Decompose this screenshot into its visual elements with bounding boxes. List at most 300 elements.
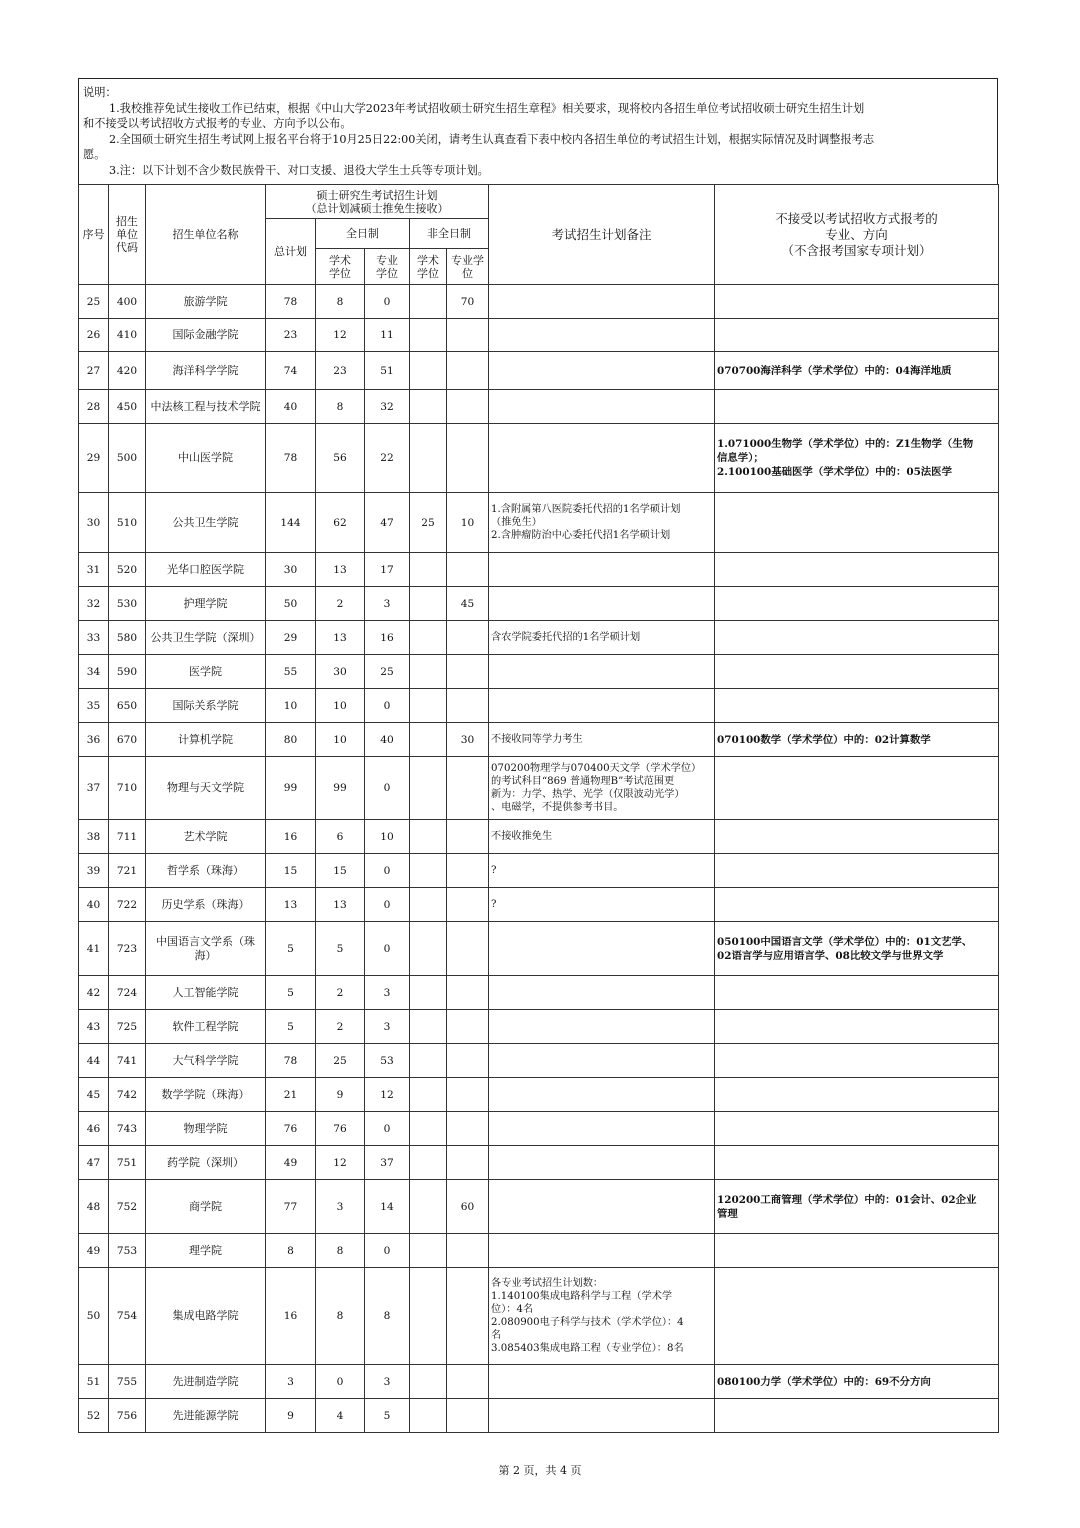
table-row bbox=[79, 1180, 999, 1234]
row-seq: 26 bbox=[79, 319, 109, 352]
row-fulltime-professional: 3 bbox=[365, 587, 410, 621]
row-unit-name: 软件工程学院 bbox=[146, 1010, 266, 1044]
row-excluded-majors: 080100力学（学术学位）中的：69不分方向 bbox=[715, 1365, 999, 1399]
row-code: 756 bbox=[109, 1399, 146, 1433]
table-row bbox=[79, 976, 999, 1010]
table-row bbox=[79, 1078, 999, 1112]
table-row bbox=[79, 820, 999, 854]
row-parttime-professional bbox=[447, 922, 489, 976]
notes-title: 说明： bbox=[83, 86, 117, 99]
row-code: 754 bbox=[109, 1268, 146, 1365]
row-parttime-academic bbox=[410, 553, 447, 587]
header-fulltime: 全日制 bbox=[316, 219, 410, 249]
row-code: 710 bbox=[109, 757, 146, 820]
row-seq: 43 bbox=[79, 1010, 109, 1044]
row-total-plan: 8 bbox=[266, 1234, 316, 1268]
row-fulltime-academic: 99 bbox=[316, 757, 365, 820]
row-unit-name: 护理学院 bbox=[146, 587, 266, 621]
row-parttime-academic bbox=[410, 757, 447, 820]
row-fulltime-academic: 56 bbox=[316, 424, 365, 493]
row-remark bbox=[489, 587, 715, 621]
row-parttime-professional: 70 bbox=[447, 285, 489, 319]
row-seq: 42 bbox=[79, 976, 109, 1010]
row-fulltime-academic: 4 bbox=[316, 1399, 365, 1433]
row-parttime-professional bbox=[447, 1010, 489, 1044]
row-parttime-academic bbox=[410, 621, 447, 655]
row-seq: 34 bbox=[79, 655, 109, 689]
row-fulltime-professional: 40 bbox=[365, 723, 410, 757]
row-fulltime-academic: 12 bbox=[316, 1146, 365, 1180]
row-parttime-professional bbox=[447, 1268, 489, 1365]
notes-line: 3.注：以下计划不含少数民族骨干、对口支援、退役大学生士兵等专项计划。 bbox=[109, 163, 489, 177]
row-code: 450 bbox=[109, 390, 146, 424]
row-code: 721 bbox=[109, 854, 146, 888]
row-excluded-majors bbox=[715, 1112, 999, 1146]
row-parttime-academic bbox=[410, 390, 447, 424]
row-fulltime-academic: 10 bbox=[316, 723, 365, 757]
row-unit-name: 公共卫生学院 bbox=[146, 493, 266, 553]
notes-line: 和不接受以考试招收方式报考的专业、方向予以公布。 bbox=[83, 117, 352, 130]
row-excluded-majors bbox=[715, 655, 999, 689]
row-excluded-majors bbox=[715, 587, 999, 621]
row-fulltime-academic: 2 bbox=[316, 976, 365, 1010]
row-fulltime-professional: 37 bbox=[365, 1146, 410, 1180]
row-code: 753 bbox=[109, 1234, 146, 1268]
row-parttime-academic bbox=[410, 352, 447, 390]
row-seq: 47 bbox=[79, 1146, 109, 1180]
row-remark bbox=[489, 922, 715, 976]
document-sheet bbox=[78, 78, 998, 1433]
row-code: 520 bbox=[109, 553, 146, 587]
table-row bbox=[79, 655, 999, 689]
row-fulltime-professional: 53 bbox=[365, 1044, 410, 1078]
row-parttime-professional bbox=[447, 976, 489, 1010]
row-fulltime-academic: 62 bbox=[316, 493, 365, 553]
row-parttime-professional bbox=[447, 1146, 489, 1180]
table-row bbox=[79, 553, 999, 587]
row-fulltime-academic: 13 bbox=[316, 621, 365, 655]
row-total-plan: 30 bbox=[266, 553, 316, 587]
row-fulltime-professional: 8 bbox=[365, 1268, 410, 1365]
row-total-plan: 144 bbox=[266, 493, 316, 553]
row-code: 580 bbox=[109, 621, 146, 655]
row-remark bbox=[489, 1234, 715, 1268]
row-seq: 41 bbox=[79, 922, 109, 976]
row-remark bbox=[489, 689, 715, 723]
row-fulltime-academic: 3 bbox=[316, 1180, 365, 1234]
row-seq: 39 bbox=[79, 854, 109, 888]
row-parttime-academic bbox=[410, 888, 447, 922]
row-excluded-majors bbox=[715, 553, 999, 587]
row-unit-name: 集成电路学院 bbox=[146, 1268, 266, 1365]
row-parttime-professional bbox=[447, 621, 489, 655]
row-remark bbox=[489, 352, 715, 390]
row-parttime-academic bbox=[410, 976, 447, 1010]
row-parttime-academic bbox=[410, 285, 447, 319]
row-remark bbox=[489, 1044, 715, 1078]
table-row bbox=[79, 757, 999, 820]
row-fulltime-professional: 3 bbox=[365, 1010, 410, 1044]
row-parttime-academic bbox=[410, 587, 447, 621]
table-row bbox=[79, 1234, 999, 1268]
row-fulltime-academic: 23 bbox=[316, 352, 365, 390]
row-code: 500 bbox=[109, 424, 146, 493]
table-row bbox=[79, 424, 999, 493]
row-parttime-professional bbox=[447, 352, 489, 390]
row-remark bbox=[489, 285, 715, 319]
row-seq: 33 bbox=[79, 621, 109, 655]
row-fulltime-academic: 15 bbox=[316, 854, 365, 888]
row-total-plan: 77 bbox=[266, 1180, 316, 1234]
row-total-plan: 74 bbox=[266, 352, 316, 390]
table-row bbox=[79, 352, 999, 390]
header-seq: 序号 bbox=[79, 185, 109, 285]
row-total-plan: 16 bbox=[266, 1268, 316, 1365]
row-excluded-majors: 070700海洋科学（学术学位）中的：04海洋地质 bbox=[715, 352, 999, 390]
row-parttime-professional bbox=[447, 390, 489, 424]
header-pt-professional: 专业学位 bbox=[447, 249, 489, 285]
row-fulltime-professional: 0 bbox=[365, 854, 410, 888]
row-remark bbox=[489, 976, 715, 1010]
row-remark bbox=[489, 390, 715, 424]
table-row bbox=[79, 1010, 999, 1044]
row-total-plan: 5 bbox=[266, 922, 316, 976]
row-seq: 31 bbox=[79, 553, 109, 587]
row-code: 420 bbox=[109, 352, 146, 390]
row-fulltime-professional: 12 bbox=[365, 1078, 410, 1112]
row-unit-name: 中法核工程与技术学院 bbox=[146, 390, 266, 424]
notes-line: 2.全国硕士研究生招生考试网上报名平台将于10月25日22:00关闭，请考生认真查看下表中校内各招生单位的考试招生计划，根据实际情况及时调整报考志 bbox=[109, 132, 875, 146]
row-code: 743 bbox=[109, 1112, 146, 1146]
row-seq: 37 bbox=[79, 757, 109, 820]
row-parttime-academic bbox=[410, 1146, 447, 1180]
row-fulltime-academic: 13 bbox=[316, 888, 365, 922]
row-excluded-majors: 120200工商管理（学术学位）中的：01会计、02企业 管理 bbox=[715, 1180, 999, 1234]
row-unit-name: 先进能源学院 bbox=[146, 1399, 266, 1433]
row-unit-name: 先进制造学院 bbox=[146, 1365, 266, 1399]
row-excluded-majors bbox=[715, 976, 999, 1010]
row-parttime-professional bbox=[447, 888, 489, 922]
row-fulltime-academic: 30 bbox=[316, 655, 365, 689]
row-code: 741 bbox=[109, 1044, 146, 1078]
row-fulltime-academic: 10 bbox=[316, 689, 365, 723]
row-parttime-professional bbox=[447, 1044, 489, 1078]
row-unit-name: 哲学系（珠海） bbox=[146, 854, 266, 888]
row-parttime-professional bbox=[447, 424, 489, 493]
row-total-plan: 40 bbox=[266, 390, 316, 424]
row-code: 724 bbox=[109, 976, 146, 1010]
row-parttime-professional bbox=[447, 757, 489, 820]
row-remark bbox=[489, 1146, 715, 1180]
table-row bbox=[79, 854, 999, 888]
header-excluded: 不接受以考试招收方式报考的 专业、方向 （不含报考国家专项计划） bbox=[715, 185, 999, 285]
row-excluded-majors bbox=[715, 285, 999, 319]
row-code: 755 bbox=[109, 1365, 146, 1399]
row-fulltime-academic: 76 bbox=[316, 1112, 365, 1146]
row-unit-name: 大气科学学院 bbox=[146, 1044, 266, 1078]
row-parttime-academic bbox=[410, 820, 447, 854]
table-row bbox=[79, 621, 999, 655]
row-excluded-majors bbox=[715, 621, 999, 655]
table-body bbox=[79, 285, 999, 1433]
header-parttime: 非全日制 bbox=[410, 219, 489, 249]
row-unit-name: 艺术学院 bbox=[146, 820, 266, 854]
row-parttime-professional bbox=[447, 1399, 489, 1433]
row-parttime-academic bbox=[410, 424, 447, 493]
row-fulltime-professional: 0 bbox=[365, 922, 410, 976]
row-parttime-academic bbox=[410, 1180, 447, 1234]
row-code: 751 bbox=[109, 1146, 146, 1180]
row-fulltime-professional: 32 bbox=[365, 390, 410, 424]
notes-line: 愿。 bbox=[83, 148, 106, 161]
table-row bbox=[79, 493, 999, 553]
row-fulltime-academic: 8 bbox=[316, 285, 365, 319]
row-fulltime-professional: 16 bbox=[365, 621, 410, 655]
row-parttime-professional bbox=[447, 319, 489, 352]
row-remark: 1.含附属第八医院委托代招的1名学硕计划 （推免生） 2.含肿瘤防治中心委托代招1名学硕计划 bbox=[489, 493, 715, 553]
row-code: 752 bbox=[109, 1180, 146, 1234]
row-unit-name: 旅游学院 bbox=[146, 285, 266, 319]
row-parttime-academic bbox=[410, 1078, 447, 1112]
row-parttime-academic bbox=[410, 655, 447, 689]
table-row bbox=[79, 1112, 999, 1146]
header-ft-academic: 学术学位 bbox=[316, 249, 365, 285]
row-total-plan: 99 bbox=[266, 757, 316, 820]
header-unit: 招生单位名称 bbox=[146, 185, 266, 285]
row-parttime-academic bbox=[410, 1365, 447, 1399]
row-parttime-professional bbox=[447, 854, 489, 888]
table-row bbox=[79, 319, 999, 352]
row-excluded-majors bbox=[715, 854, 999, 888]
row-code: 723 bbox=[109, 922, 146, 976]
row-total-plan: 78 bbox=[266, 1044, 316, 1078]
row-parttime-academic bbox=[410, 854, 447, 888]
table-row bbox=[79, 285, 999, 319]
row-total-plan: 55 bbox=[266, 655, 316, 689]
row-seq: 29 bbox=[79, 424, 109, 493]
table-row bbox=[79, 1268, 999, 1365]
row-fulltime-professional: 3 bbox=[365, 976, 410, 1010]
row-code: 670 bbox=[109, 723, 146, 757]
row-total-plan: 5 bbox=[266, 1010, 316, 1044]
row-fulltime-academic: 2 bbox=[316, 587, 365, 621]
row-excluded-majors bbox=[715, 1399, 999, 1433]
row-excluded-majors: 050100中国语言文学（学术学位）中的：01文艺学、 02语言学与应用语言学、08比较文学与世界文学 bbox=[715, 922, 999, 976]
row-remark bbox=[489, 1010, 715, 1044]
row-code: 510 bbox=[109, 493, 146, 553]
row-unit-name: 理学院 bbox=[146, 1234, 266, 1268]
row-seq: 48 bbox=[79, 1180, 109, 1234]
row-excluded-majors bbox=[715, 1078, 999, 1112]
row-parttime-academic: 25 bbox=[410, 493, 447, 553]
row-unit-name: 历史学系（珠海） bbox=[146, 888, 266, 922]
row-parttime-professional bbox=[447, 655, 489, 689]
row-parttime-professional bbox=[447, 1112, 489, 1146]
row-fulltime-professional: 0 bbox=[365, 285, 410, 319]
row-parttime-professional bbox=[447, 1078, 489, 1112]
row-fulltime-professional: 47 bbox=[365, 493, 410, 553]
row-total-plan: 16 bbox=[266, 820, 316, 854]
row-code: 711 bbox=[109, 820, 146, 854]
row-seq: 30 bbox=[79, 493, 109, 553]
row-total-plan: 10 bbox=[266, 689, 316, 723]
row-total-plan: 50 bbox=[266, 587, 316, 621]
row-remark: ? bbox=[489, 888, 715, 922]
row-seq: 38 bbox=[79, 820, 109, 854]
row-total-plan: 15 bbox=[266, 854, 316, 888]
row-fulltime-professional: 3 bbox=[365, 1365, 410, 1399]
row-code: 400 bbox=[109, 285, 146, 319]
row-fulltime-academic: 6 bbox=[316, 820, 365, 854]
row-code: 650 bbox=[109, 689, 146, 723]
row-unit-name: 中山医学院 bbox=[146, 424, 266, 493]
row-excluded-majors bbox=[715, 689, 999, 723]
row-fulltime-academic: 0 bbox=[316, 1365, 365, 1399]
row-unit-name: 公共卫生学院（深圳） bbox=[146, 621, 266, 655]
row-excluded-majors bbox=[715, 493, 999, 553]
row-unit-name: 物理与天文学院 bbox=[146, 757, 266, 820]
row-remark bbox=[489, 1399, 715, 1433]
row-seq: 25 bbox=[79, 285, 109, 319]
row-total-plan: 78 bbox=[266, 285, 316, 319]
row-fulltime-academic: 25 bbox=[316, 1044, 365, 1078]
row-parttime-academic bbox=[410, 723, 447, 757]
table-row bbox=[79, 723, 999, 757]
row-excluded-majors bbox=[715, 1268, 999, 1365]
row-fulltime-professional: 17 bbox=[365, 553, 410, 587]
row-remark bbox=[489, 1365, 715, 1399]
row-parttime-academic bbox=[410, 1399, 447, 1433]
row-fulltime-academic: 9 bbox=[316, 1078, 365, 1112]
row-code: 742 bbox=[109, 1078, 146, 1112]
row-seq: 40 bbox=[79, 888, 109, 922]
row-fulltime-academic: 8 bbox=[316, 1268, 365, 1365]
row-unit-name: 国际关系学院 bbox=[146, 689, 266, 723]
row-parttime-academic bbox=[410, 922, 447, 976]
row-seq: 44 bbox=[79, 1044, 109, 1078]
row-parttime-professional bbox=[447, 820, 489, 854]
row-excluded-majors: 070100数学（学术学位）中的：02计算数学 bbox=[715, 723, 999, 757]
row-excluded-majors bbox=[715, 1146, 999, 1180]
admission-plan-table bbox=[78, 184, 999, 1433]
row-fulltime-professional: 0 bbox=[365, 888, 410, 922]
header-plan-group: 硕士研究生考试招生计划 （总计划减硕士推免生接收） bbox=[266, 185, 489, 219]
row-fulltime-academic: 8 bbox=[316, 1234, 365, 1268]
row-fulltime-professional: 25 bbox=[365, 655, 410, 689]
row-excluded-majors bbox=[715, 390, 999, 424]
row-excluded-majors bbox=[715, 1010, 999, 1044]
table-row bbox=[79, 1399, 999, 1433]
row-parttime-professional: 10 bbox=[447, 493, 489, 553]
row-seq: 49 bbox=[79, 1234, 109, 1268]
row-excluded-majors bbox=[715, 757, 999, 820]
row-parttime-professional bbox=[447, 689, 489, 723]
row-parttime-academic bbox=[410, 1010, 447, 1044]
row-fulltime-professional: 0 bbox=[365, 1112, 410, 1146]
row-remark: 070200物理学与070400天文学（学术学位） 的考试科目“869 普通物理B”考试范围更 新为：力学、热学、光学（仅限波动光学） 、电磁学，不提供参考书目。 bbox=[489, 757, 715, 820]
row-remark bbox=[489, 553, 715, 587]
row-total-plan: 76 bbox=[266, 1112, 316, 1146]
row-remark: 含农学院委托代招的1名学硕计划 bbox=[489, 621, 715, 655]
table-row bbox=[79, 1044, 999, 1078]
table-row bbox=[79, 922, 999, 976]
row-seq: 36 bbox=[79, 723, 109, 757]
row-total-plan: 80 bbox=[266, 723, 316, 757]
header-code: 招生单位代码 bbox=[109, 185, 146, 285]
row-excluded-majors bbox=[715, 1234, 999, 1268]
row-unit-name: 数学学院（珠海） bbox=[146, 1078, 266, 1112]
row-excluded-majors bbox=[715, 820, 999, 854]
page-footer: 第 2 页，共 4 页 bbox=[498, 1464, 582, 1477]
row-code: 590 bbox=[109, 655, 146, 689]
row-unit-name: 药学院（深圳） bbox=[146, 1146, 266, 1180]
row-parttime-professional: 45 bbox=[447, 587, 489, 621]
header-remark: 考试招生计划备注 bbox=[489, 185, 715, 285]
row-seq: 35 bbox=[79, 689, 109, 723]
row-fulltime-professional: 51 bbox=[365, 352, 410, 390]
row-code: 410 bbox=[109, 319, 146, 352]
table-row bbox=[79, 689, 999, 723]
row-unit-name: 光华口腔医学院 bbox=[146, 553, 266, 587]
row-unit-name: 国际金融学院 bbox=[146, 319, 266, 352]
row-total-plan: 21 bbox=[266, 1078, 316, 1112]
row-code: 722 bbox=[109, 888, 146, 922]
row-fulltime-professional: 11 bbox=[365, 319, 410, 352]
row-unit-name: 商学院 bbox=[146, 1180, 266, 1234]
row-total-plan: 5 bbox=[266, 976, 316, 1010]
row-remark bbox=[489, 424, 715, 493]
table-row bbox=[79, 1365, 999, 1399]
row-seq: 28 bbox=[79, 390, 109, 424]
row-parttime-academic bbox=[410, 1112, 447, 1146]
notes-line: 1.我校推荐免试生接收工作已结束，根据《中山大学2023年考试招收硕士研究生招生章程》相关要求，现将校内各招生单位考试招收硕士研究生招生计划 bbox=[109, 101, 865, 115]
row-parttime-academic bbox=[410, 319, 447, 352]
row-seq: 45 bbox=[79, 1078, 109, 1112]
row-fulltime-professional: 0 bbox=[365, 689, 410, 723]
table-row bbox=[79, 1146, 999, 1180]
row-unit-name: 医学院 bbox=[146, 655, 266, 689]
table-row bbox=[79, 390, 999, 424]
row-fulltime-academic: 2 bbox=[316, 1010, 365, 1044]
row-fulltime-professional: 14 bbox=[365, 1180, 410, 1234]
row-remark bbox=[489, 1112, 715, 1146]
row-remark bbox=[489, 319, 715, 352]
row-remark: 不接收推免生 bbox=[489, 820, 715, 854]
row-fulltime-professional: 5 bbox=[365, 1399, 410, 1433]
row-excluded-majors bbox=[715, 319, 999, 352]
row-unit-name: 人工智能学院 bbox=[146, 976, 266, 1010]
row-seq: 51 bbox=[79, 1365, 109, 1399]
row-total-plan: 13 bbox=[266, 888, 316, 922]
row-seq: 50 bbox=[79, 1268, 109, 1365]
row-fulltime-professional: 22 bbox=[365, 424, 410, 493]
row-parttime-academic bbox=[410, 1234, 447, 1268]
row-parttime-professional bbox=[447, 1365, 489, 1399]
row-parttime-academic bbox=[410, 689, 447, 723]
notes-box bbox=[78, 78, 998, 184]
row-parttime-professional bbox=[447, 1234, 489, 1268]
row-parttime-professional: 30 bbox=[447, 723, 489, 757]
header-ft-professional: 专业学位 bbox=[365, 249, 410, 285]
table-row bbox=[79, 587, 999, 621]
table-header bbox=[79, 185, 999, 285]
header-pt-academic: 学术学位 bbox=[410, 249, 447, 285]
row-unit-name: 海洋科学学院 bbox=[146, 352, 266, 390]
row-remark: 各专业考试招生计划数： 1.140100集成电路科学与工程（学术学 位）：4名 2.080900电子科学与技术（学术学位）：4 名 3.085403集成电路工程（专业学位）：8名 bbox=[489, 1268, 715, 1365]
row-seq: 32 bbox=[79, 587, 109, 621]
row-remark: ? bbox=[489, 854, 715, 888]
row-seq: 27 bbox=[79, 352, 109, 390]
